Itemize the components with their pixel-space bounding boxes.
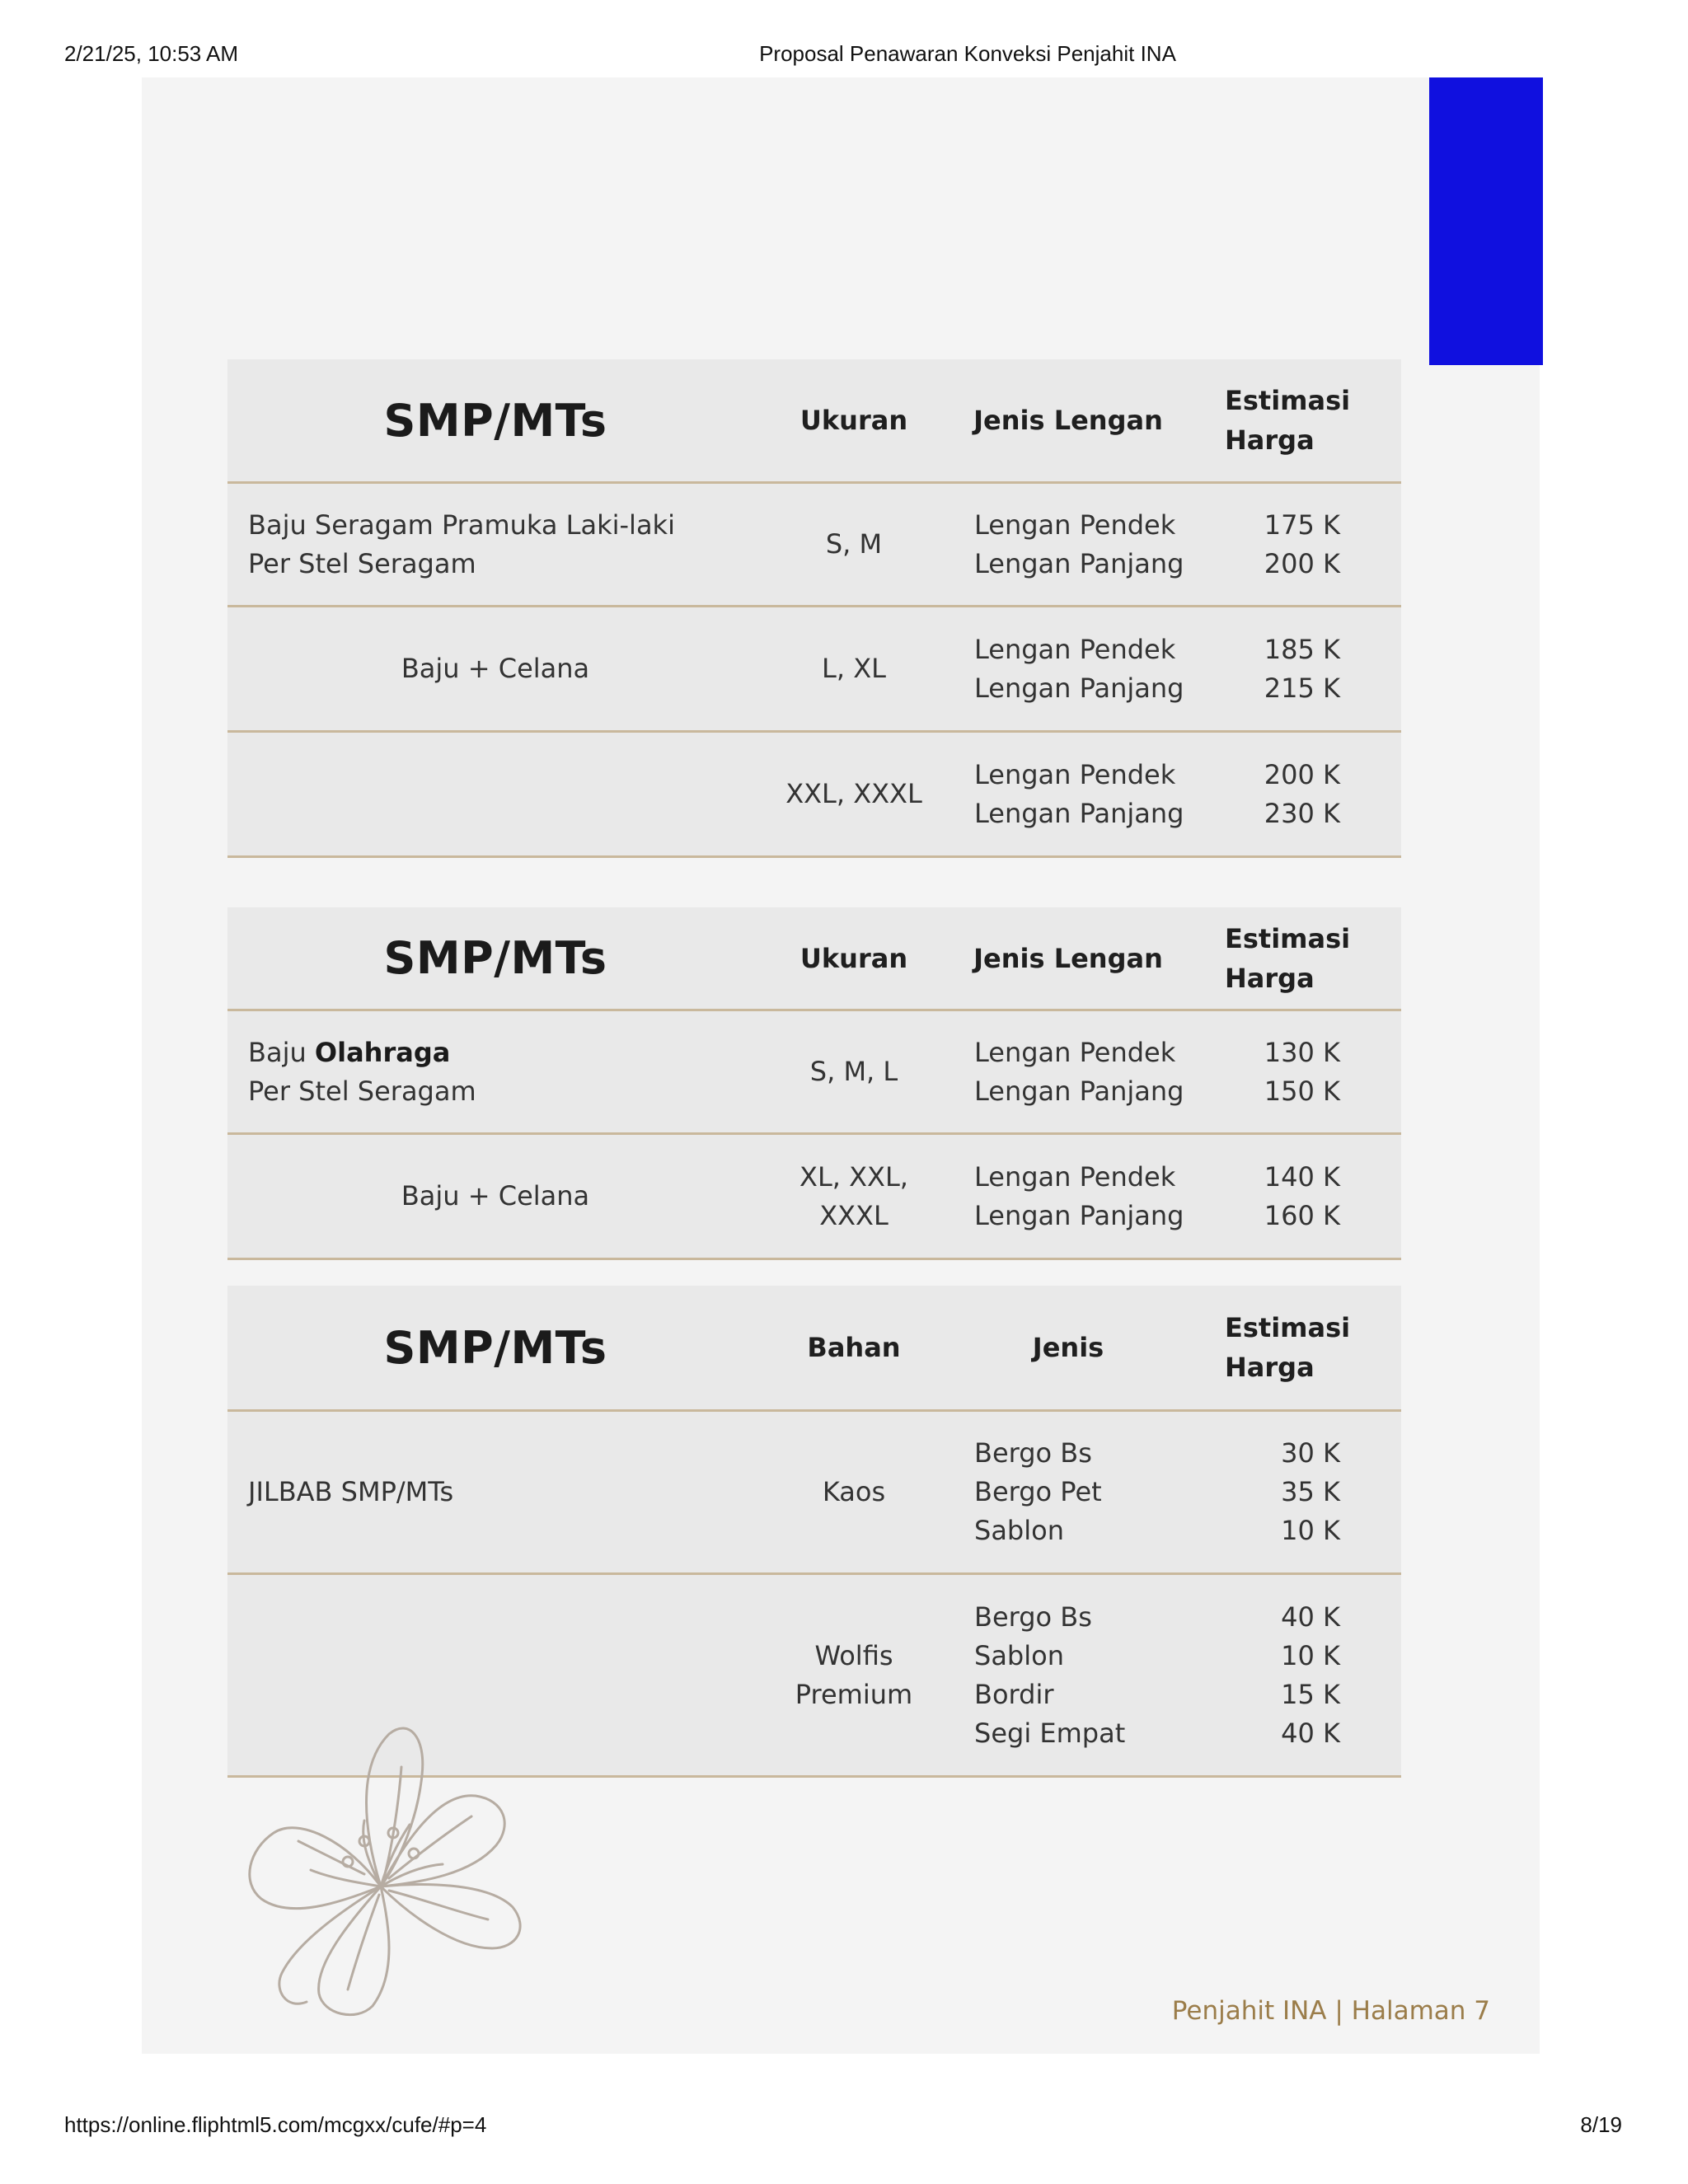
table-title: SMP/MTs bbox=[383, 932, 607, 984]
print-title: Proposal Penawaran Konveksi Penjahit INA bbox=[759, 41, 1176, 66]
price-table-pramuka bbox=[227, 359, 1401, 858]
table-header-row bbox=[227, 907, 1401, 1011]
size-value: XL, XXL, bbox=[799, 1160, 908, 1193]
item-name: JILBAB SMP/MTs bbox=[248, 1476, 454, 1507]
sleeve-long: Lengan Panjang bbox=[974, 672, 1184, 704]
col-header-jenis-lengan: Jenis Lengan bbox=[973, 405, 1163, 436]
price-value: 200 K bbox=[1264, 758, 1340, 790]
sleeve-short: Lengan Pendek bbox=[974, 1036, 1176, 1068]
sleeve-short: Lengan Pendek bbox=[974, 758, 1176, 790]
price-value: 35 K bbox=[1281, 1476, 1340, 1507]
item-name: Baju + Celana bbox=[401, 1180, 590, 1212]
price-value: 40 K bbox=[1281, 1601, 1340, 1633]
document-page bbox=[142, 77, 1540, 2054]
size-value: XXL, XXXL bbox=[785, 778, 922, 809]
price-value: 150 K bbox=[1264, 1075, 1340, 1107]
price-value: 185 K bbox=[1264, 633, 1340, 665]
col-header-jenis: Jenis bbox=[1032, 1332, 1104, 1363]
col-header-jenis-lengan: Jenis Lengan bbox=[973, 942, 1163, 974]
flower-icon bbox=[224, 1718, 537, 2022]
type-value: Bergo Bs bbox=[974, 1437, 1092, 1469]
price-value: 10 K bbox=[1281, 1639, 1340, 1671]
price-table-olahraga bbox=[227, 907, 1401, 1260]
type-value: Bergo Pet bbox=[974, 1476, 1102, 1507]
price-value: 15 K bbox=[1281, 1678, 1340, 1710]
type-value: Sablon bbox=[974, 1515, 1064, 1546]
sleeve-long: Lengan Panjang bbox=[974, 797, 1184, 829]
col-header-ukuran: Ukuran bbox=[799, 942, 908, 974]
item-note: Per Stel Seragam bbox=[248, 1075, 476, 1107]
table-header-row bbox=[227, 1286, 1401, 1412]
table-row bbox=[227, 1412, 1401, 1575]
table-row bbox=[227, 484, 1401, 607]
type-value: Bergo Bs bbox=[974, 1601, 1092, 1633]
price-value: 200 K bbox=[1264, 547, 1340, 579]
page-footer-label: Penjahit INA | Halaman 7 bbox=[1171, 1996, 1490, 2026]
price-value: 10 K bbox=[1281, 1515, 1340, 1546]
sleeve-short: Lengan Pendek bbox=[974, 633, 1176, 665]
print-datetime: 2/21/25, 10:53 AM bbox=[64, 41, 239, 66]
col-header-estimasi: Estimasi bbox=[1225, 922, 1351, 954]
table-title: SMP/MTs bbox=[383, 394, 607, 447]
sleeve-short: Lengan Pendek bbox=[974, 1160, 1176, 1193]
price-value: 230 K bbox=[1264, 797, 1340, 829]
print-url[interactable]: https://online.fliphtml5.com/mcgxx/cufe/#p=4 bbox=[64, 2112, 487, 2137]
size-value: XXXL bbox=[819, 1199, 889, 1231]
table-row bbox=[227, 1135, 1401, 1260]
col-header-bahan: Bahan bbox=[807, 1332, 901, 1363]
table-row bbox=[227, 1011, 1401, 1135]
price-table-jilbab bbox=[227, 1286, 1401, 1778]
col-header-harga: Harga bbox=[1225, 962, 1315, 994]
table-row bbox=[227, 733, 1401, 858]
print-footer bbox=[0, 2112, 1688, 2142]
table-row bbox=[227, 607, 1401, 733]
sleeve-long: Lengan Panjang bbox=[974, 1075, 1184, 1107]
item-name: Baju + Celana bbox=[401, 653, 590, 684]
accent-block bbox=[1429, 77, 1543, 365]
price-value: 130 K bbox=[1264, 1036, 1340, 1068]
print-page-number: 8/19 bbox=[1580, 2112, 1622, 2137]
price-value: 30 K bbox=[1281, 1437, 1340, 1469]
col-header-harga: Harga bbox=[1225, 424, 1315, 456]
print-header bbox=[0, 41, 1688, 71]
material-value: Premium bbox=[795, 1678, 913, 1710]
price-value: 175 K bbox=[1264, 509, 1340, 541]
col-header-estimasi: Estimasi bbox=[1225, 1312, 1351, 1343]
size-value: S, M bbox=[825, 528, 883, 560]
item-name: Baju bbox=[248, 1036, 315, 1068]
sleeve-short: Lengan Pendek bbox=[974, 509, 1176, 541]
material-value: Wolfis bbox=[814, 1639, 893, 1671]
col-header-harga: Harga bbox=[1225, 1352, 1315, 1383]
price-value: 140 K bbox=[1264, 1160, 1340, 1193]
table-title: SMP/MTs bbox=[383, 1321, 607, 1374]
type-value: Segi Empat bbox=[974, 1717, 1126, 1749]
col-header-ukuran: Ukuran bbox=[799, 405, 908, 436]
item-name: Baju Seragam Pramuka Laki-laki bbox=[248, 509, 675, 541]
price-value: 215 K bbox=[1264, 672, 1340, 704]
col-header-estimasi: Estimasi bbox=[1225, 385, 1351, 416]
size-value: L, XL bbox=[822, 653, 886, 684]
size-value: S, M, L bbox=[809, 1056, 898, 1087]
material-value: Kaos bbox=[822, 1476, 886, 1507]
price-value: 40 K bbox=[1281, 1717, 1340, 1749]
price-value: 160 K bbox=[1264, 1199, 1340, 1231]
table-header-row bbox=[227, 359, 1401, 484]
type-value: Bordir bbox=[974, 1678, 1054, 1710]
sleeve-long: Lengan Panjang bbox=[974, 1199, 1184, 1231]
type-value: Sablon bbox=[974, 1639, 1064, 1671]
item-name-emphasis: Olahraga bbox=[314, 1036, 451, 1068]
sleeve-long: Lengan Panjang bbox=[974, 547, 1184, 579]
item-note: Per Stel Seragam bbox=[248, 547, 476, 579]
